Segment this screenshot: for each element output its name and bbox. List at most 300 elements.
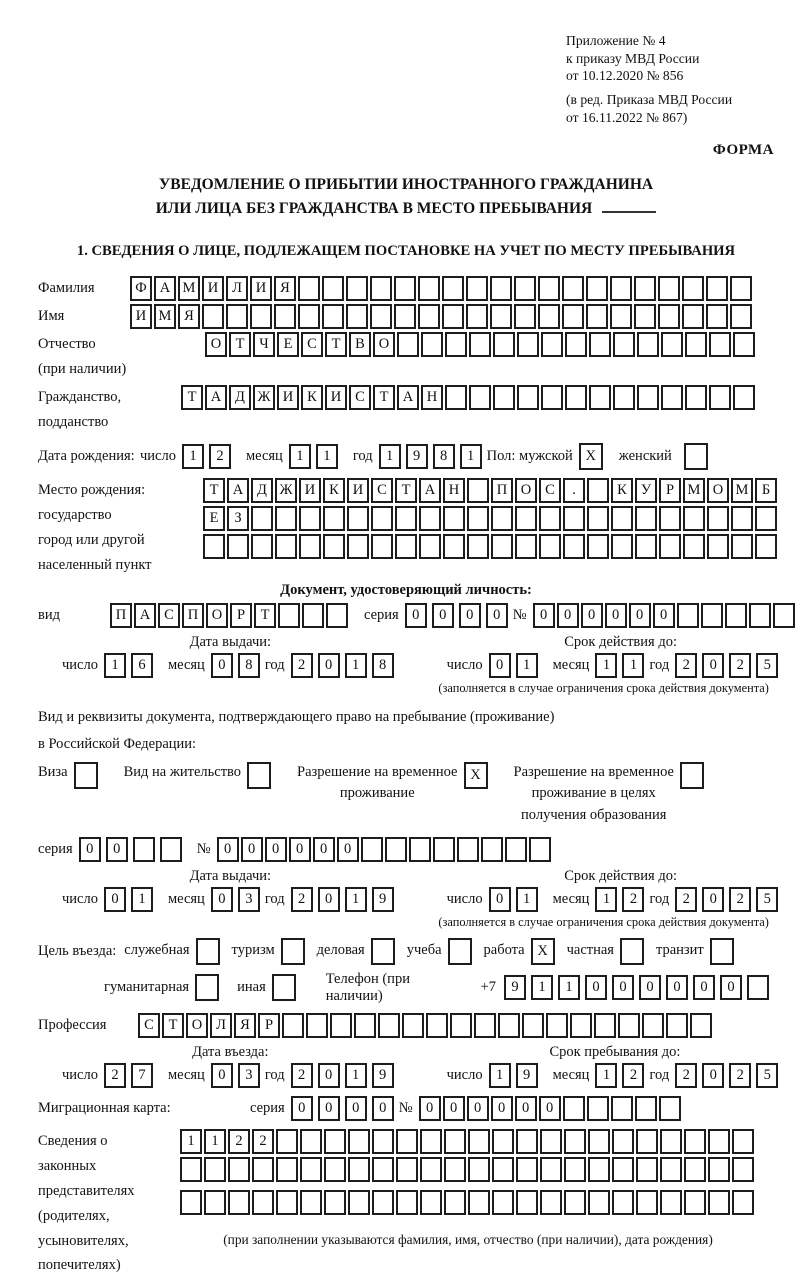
sex-male-checkbox[interactable]: X [579,443,603,470]
char-cell[interactable]: С [158,603,180,628]
char-cell[interactable]: О [206,603,228,628]
char-cell[interactable] [322,304,344,329]
char-cell[interactable]: 0 [432,603,454,628]
char-cell[interactable]: Я [234,1013,256,1038]
char-cell[interactable] [133,837,155,862]
char-cell[interactable] [469,332,491,357]
char-cell[interactable]: 0 [491,1096,513,1121]
char-cell[interactable] [492,1190,514,1215]
char-cell[interactable]: 0 [106,837,128,862]
char-cell[interactable] [445,385,467,410]
char-cell[interactable] [354,1013,376,1038]
char-cell[interactable]: 0 [318,1096,340,1121]
char-cell[interactable] [522,1013,544,1038]
char-cell[interactable] [490,304,512,329]
char-cell[interactable]: 0 [104,887,126,912]
char-cell[interactable]: М [683,478,705,503]
char-cell[interactable] [684,1190,706,1215]
char-cell[interactable]: 9 [504,975,526,1000]
visa-checkbox[interactable] [74,762,98,789]
char-cell[interactable] [396,1190,418,1215]
char-cell[interactable] [515,534,537,559]
purpose-tourism-checkbox[interactable] [281,938,305,965]
char-cell[interactable]: А [419,478,441,503]
char-cell[interactable] [180,1190,202,1215]
char-cell[interactable] [326,603,348,628]
char-cell[interactable] [733,332,755,357]
char-cell[interactable] [426,1013,448,1038]
char-cell[interactable] [348,1157,370,1182]
char-cell[interactable] [747,975,769,1000]
char-cell[interactable] [690,1013,712,1038]
char-cell[interactable]: 0 [612,975,634,1000]
char-cell[interactable]: К [301,385,323,410]
char-cell[interactable]: Л [226,276,248,301]
char-cell[interactable] [677,603,699,628]
char-cell[interactable]: 0 [318,887,340,912]
char-cell[interactable]: 0 [515,1096,537,1121]
char-cell[interactable]: 0 [486,603,508,628]
purpose-transit-checkbox[interactable] [710,938,734,965]
char-cell[interactable]: Ж [275,478,297,503]
char-cell[interactable] [708,1190,730,1215]
char-cell[interactable]: 2 [252,1129,274,1154]
char-cell[interactable] [347,534,369,559]
char-cell[interactable] [516,1190,538,1215]
char-cell[interactable] [275,506,297,531]
char-cell[interactable]: Е [203,506,225,531]
char-cell[interactable] [755,534,777,559]
char-cell[interactable]: 1 [516,887,538,912]
char-cell[interactable] [493,385,515,410]
char-cell[interactable] [706,304,728,329]
char-cell[interactable] [546,1013,568,1038]
char-cell[interactable] [540,1129,562,1154]
char-cell[interactable] [635,506,657,531]
char-cell[interactable] [302,603,324,628]
char-cell[interactable] [660,1129,682,1154]
char-cell[interactable] [204,1157,226,1182]
char-cell[interactable] [419,534,441,559]
char-cell[interactable] [252,1190,274,1215]
char-cell[interactable]: 2 [104,1063,126,1088]
char-cell[interactable] [299,534,321,559]
char-cell[interactable]: 0 [241,837,263,862]
char-cell[interactable]: 0 [217,837,239,862]
purpose-work-checkbox[interactable]: X [531,938,555,965]
char-cell[interactable] [323,506,345,531]
char-cell[interactable] [541,332,563,357]
char-cell[interactable]: 0 [720,975,742,1000]
char-cell[interactable] [541,385,563,410]
char-cell[interactable] [467,478,489,503]
char-cell[interactable] [252,1157,274,1182]
char-cell[interactable]: 2 [291,653,313,678]
char-cell[interactable] [589,332,611,357]
char-cell[interactable] [370,304,392,329]
char-cell[interactable]: М [154,304,176,329]
char-cell[interactable]: Д [229,385,251,410]
char-cell[interactable]: 2 [291,887,313,912]
char-cell[interactable] [298,304,320,329]
char-cell[interactable]: 0 [79,837,101,862]
char-cell[interactable]: 2 [622,1063,644,1088]
char-cell[interactable] [684,1157,706,1182]
char-cell[interactable]: 1 [489,1063,511,1088]
char-cell[interactable] [637,332,659,357]
char-cell[interactable]: 0 [557,603,579,628]
char-cell[interactable] [661,385,683,410]
char-cell[interactable] [517,332,539,357]
char-cell[interactable] [570,1013,592,1038]
char-cell[interactable] [635,1096,657,1121]
char-cell[interactable] [300,1157,322,1182]
char-cell[interactable]: 2 [675,887,697,912]
char-cell[interactable]: 0 [313,837,335,862]
char-cell[interactable]: 0 [419,1096,441,1121]
char-cell[interactable] [322,276,344,301]
char-cell[interactable] [361,837,383,862]
char-cell[interactable] [612,1129,634,1154]
char-cell[interactable] [442,304,464,329]
char-cell[interactable]: Л [210,1013,232,1038]
char-cell[interactable] [709,332,731,357]
char-cell[interactable] [347,506,369,531]
char-cell[interactable] [516,1157,538,1182]
char-cell[interactable]: М [731,478,753,503]
char-cell[interactable] [636,1157,658,1182]
char-cell[interactable]: 2 [209,444,231,469]
char-cell[interactable] [611,506,633,531]
char-cell[interactable] [683,506,705,531]
char-cell[interactable] [732,1157,754,1182]
char-cell[interactable]: О [515,478,537,503]
char-cell[interactable] [517,385,539,410]
char-cell[interactable] [346,276,368,301]
char-cell[interactable] [563,506,585,531]
char-cell[interactable] [611,534,633,559]
char-cell[interactable]: 0 [639,975,661,1000]
char-cell[interactable] [730,276,752,301]
char-cell[interactable] [660,1190,682,1215]
char-cell[interactable]: С [138,1013,160,1038]
char-cell[interactable]: 1 [182,444,204,469]
char-cell[interactable] [587,534,609,559]
char-cell[interactable] [467,534,489,559]
char-cell[interactable] [372,1157,394,1182]
char-cell[interactable]: Ж [253,385,275,410]
char-cell[interactable] [707,534,729,559]
char-cell[interactable]: 2 [291,1063,313,1088]
char-cell[interactable] [749,603,771,628]
char-cell[interactable] [466,276,488,301]
char-cell[interactable] [563,534,585,559]
char-cell[interactable] [396,1157,418,1182]
char-cell[interactable]: 9 [516,1063,538,1088]
char-cell[interactable]: Ч [253,332,275,357]
char-cell[interactable]: Д [251,478,273,503]
char-cell[interactable] [755,506,777,531]
char-cell[interactable]: 3 [238,1063,260,1088]
char-cell[interactable]: Т [162,1013,184,1038]
char-cell[interactable]: 5 [756,1063,778,1088]
char-cell[interactable] [709,385,731,410]
char-cell[interactable]: 0 [291,1096,313,1121]
char-cell[interactable] [636,1129,658,1154]
char-cell[interactable] [708,1157,730,1182]
char-cell[interactable]: 0 [318,653,340,678]
char-cell[interactable]: С [301,332,323,357]
char-cell[interactable]: И [347,478,369,503]
char-cell[interactable]: И [202,276,224,301]
char-cell[interactable]: 0 [489,887,511,912]
char-cell[interactable] [540,1157,562,1182]
char-cell[interactable] [539,534,561,559]
char-cell[interactable]: 2 [729,1063,751,1088]
char-cell[interactable] [180,1157,202,1182]
char-cell[interactable] [433,837,455,862]
char-cell[interactable] [612,1157,634,1182]
char-cell[interactable] [282,1013,304,1038]
char-cell[interactable] [635,534,657,559]
char-cell[interactable] [587,478,609,503]
title-blank-line[interactable] [602,211,656,213]
char-cell[interactable]: К [323,478,345,503]
char-cell[interactable]: 0 [666,975,688,1000]
char-cell[interactable]: А [227,478,249,503]
char-cell[interactable]: 0 [345,1096,367,1121]
char-cell[interactable]: 0 [372,1096,394,1121]
residence-permit-checkbox[interactable] [247,762,271,789]
char-cell[interactable] [586,304,608,329]
char-cell[interactable] [385,837,407,862]
purpose-commercial-checkbox[interactable] [371,938,395,965]
char-cell[interactable] [732,1129,754,1154]
char-cell[interactable]: 5 [756,887,778,912]
char-cell[interactable]: 9 [406,444,428,469]
char-cell[interactable]: 8 [372,653,394,678]
char-cell[interactable] [563,1096,585,1121]
char-cell[interactable] [278,603,300,628]
char-cell[interactable] [539,506,561,531]
char-cell[interactable] [594,1013,616,1038]
char-cell[interactable] [562,276,584,301]
char-cell[interactable] [491,506,513,531]
char-cell[interactable]: 6 [131,653,153,678]
char-cell[interactable]: П [491,478,513,503]
char-cell[interactable]: Т [395,478,417,503]
char-cell[interactable] [420,1129,442,1154]
char-cell[interactable] [204,1190,226,1215]
char-cell[interactable]: 9 [372,1063,394,1088]
char-cell[interactable]: Т [181,385,203,410]
char-cell[interactable]: О [373,332,395,357]
char-cell[interactable]: 0 [211,1063,233,1088]
sex-female-checkbox[interactable] [684,443,708,470]
char-cell[interactable] [481,837,503,862]
char-cell[interactable] [276,1129,298,1154]
char-cell[interactable] [274,304,296,329]
char-cell[interactable] [610,276,632,301]
char-cell[interactable] [732,1190,754,1215]
purpose-private-checkbox[interactable] [620,938,644,965]
char-cell[interactable]: 0 [702,653,724,678]
char-cell[interactable] [160,837,182,862]
char-cell[interactable] [658,304,680,329]
char-cell[interactable]: С [539,478,561,503]
char-cell[interactable] [731,534,753,559]
char-cell[interactable]: 1 [289,444,311,469]
char-cell[interactable]: Т [229,332,251,357]
char-cell[interactable]: 9 [372,887,394,912]
char-cell[interactable] [490,276,512,301]
char-cell[interactable] [564,1129,586,1154]
char-cell[interactable]: 1 [345,1063,367,1088]
char-cell[interactable]: Я [274,276,296,301]
char-cell[interactable] [420,1157,442,1182]
char-cell[interactable] [587,1096,609,1121]
char-cell[interactable] [730,304,752,329]
char-cell[interactable]: Е [277,332,299,357]
char-cell[interactable] [251,506,273,531]
char-cell[interactable]: 1 [460,444,482,469]
char-cell[interactable]: 1 [516,653,538,678]
char-cell[interactable]: 8 [238,653,260,678]
char-cell[interactable]: 1 [595,887,617,912]
char-cell[interactable] [661,332,683,357]
char-cell[interactable] [276,1157,298,1182]
char-cell[interactable] [707,506,729,531]
char-cell[interactable] [492,1157,514,1182]
char-cell[interactable]: 1 [345,887,367,912]
char-cell[interactable] [659,534,681,559]
char-cell[interactable] [324,1157,346,1182]
char-cell[interactable] [444,1190,466,1215]
char-cell[interactable]: 2 [729,653,751,678]
char-cell[interactable]: Ф [130,276,152,301]
char-cell[interactable] [409,837,431,862]
char-cell[interactable] [300,1129,322,1154]
char-cell[interactable] [228,1190,250,1215]
char-cell[interactable]: 0 [653,603,675,628]
purpose-study-checkbox[interactable] [448,938,472,965]
purpose-other-checkbox[interactable] [272,974,296,1001]
char-cell[interactable]: И [277,385,299,410]
char-cell[interactable]: Р [258,1013,280,1038]
char-cell[interactable]: И [130,304,152,329]
char-cell[interactable]: 0 [533,603,555,628]
char-cell[interactable] [685,332,707,357]
char-cell[interactable]: 1 [595,1063,617,1088]
char-cell[interactable] [395,534,417,559]
char-cell[interactable] [683,534,705,559]
char-cell[interactable]: 0 [605,603,627,628]
char-cell[interactable] [306,1013,328,1038]
char-cell[interactable] [228,1157,250,1182]
char-cell[interactable]: 2 [228,1129,250,1154]
char-cell[interactable] [516,1129,538,1154]
char-cell[interactable] [330,1013,352,1038]
char-cell[interactable]: 5 [756,653,778,678]
char-cell[interactable]: С [371,478,393,503]
char-cell[interactable]: . [563,478,585,503]
char-cell[interactable]: Т [203,478,225,503]
char-cell[interactable] [348,1129,370,1154]
char-cell[interactable] [203,534,225,559]
char-cell[interactable] [467,506,489,531]
char-cell[interactable]: 0 [289,837,311,862]
char-cell[interactable] [300,1190,322,1215]
char-cell[interactable] [469,385,491,410]
char-cell[interactable]: Т [373,385,395,410]
char-cell[interactable]: 2 [622,887,644,912]
char-cell[interactable] [613,385,635,410]
char-cell[interactable] [370,276,392,301]
char-cell[interactable] [457,837,479,862]
char-cell[interactable] [420,1190,442,1215]
char-cell[interactable] [421,332,443,357]
char-cell[interactable] [659,1096,681,1121]
char-cell[interactable] [773,603,795,628]
char-cell[interactable]: И [325,385,347,410]
char-cell[interactable] [346,304,368,329]
char-cell[interactable] [372,1190,394,1215]
char-cell[interactable]: А [154,276,176,301]
char-cell[interactable] [514,304,536,329]
char-cell[interactable]: 1 [345,653,367,678]
char-cell[interactable]: 0 [467,1096,489,1121]
char-cell[interactable] [529,837,551,862]
char-cell[interactable]: 1 [204,1129,226,1154]
char-cell[interactable]: М [178,276,200,301]
char-cell[interactable] [636,1190,658,1215]
char-cell[interactable] [564,1190,586,1215]
char-cell[interactable] [227,534,249,559]
char-cell[interactable]: У [635,478,657,503]
char-cell[interactable] [589,385,611,410]
char-cell[interactable] [706,276,728,301]
char-cell[interactable] [251,534,273,559]
char-cell[interactable]: 7 [131,1063,153,1088]
char-cell[interactable] [733,385,755,410]
char-cell[interactable] [731,506,753,531]
char-cell[interactable] [642,1013,664,1038]
char-cell[interactable] [588,1129,610,1154]
char-cell[interactable] [298,276,320,301]
char-cell[interactable] [682,304,704,329]
char-cell[interactable]: А [205,385,227,410]
char-cell[interactable] [613,332,635,357]
char-cell[interactable] [660,1157,682,1182]
char-cell[interactable] [491,534,513,559]
char-cell[interactable] [323,534,345,559]
char-cell[interactable] [276,1190,298,1215]
char-cell[interactable]: В [349,332,371,357]
char-cell[interactable]: Я [178,304,200,329]
char-cell[interactable] [418,304,440,329]
char-cell[interactable] [371,534,393,559]
char-cell[interactable]: 0 [337,837,359,862]
char-cell[interactable]: 1 [531,975,553,1000]
char-cell[interactable] [658,276,680,301]
char-cell[interactable] [588,1190,610,1215]
char-cell[interactable] [378,1013,400,1038]
char-cell[interactable]: 1 [131,887,153,912]
char-cell[interactable] [443,506,465,531]
char-cell[interactable] [565,332,587,357]
char-cell[interactable] [468,1129,490,1154]
char-cell[interactable]: 1 [595,653,617,678]
